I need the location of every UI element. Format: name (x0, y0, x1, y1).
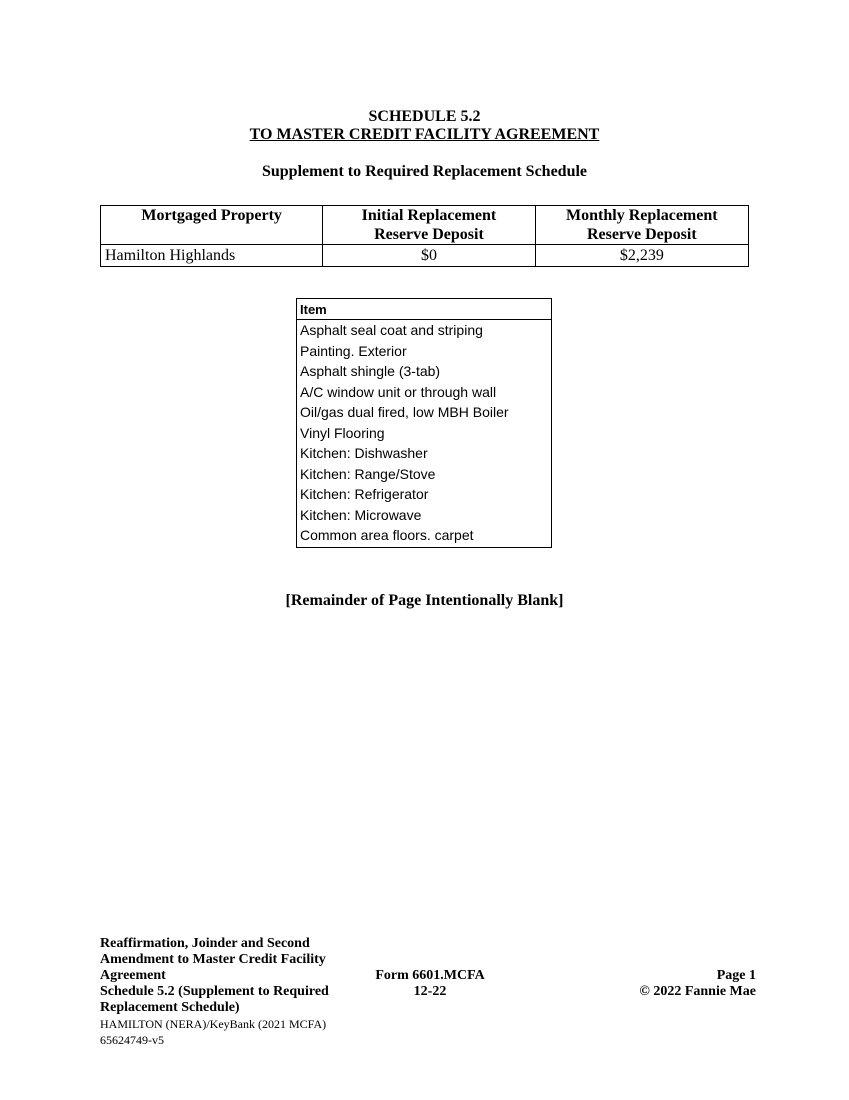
footer-line: Amendment to Master Credit Facility (100, 952, 326, 967)
footer-line: Reaffirmation, Joinder and Second (100, 936, 310, 951)
header-line: Monthly Replacement (566, 207, 718, 224)
footer-line: Agreement (100, 968, 166, 983)
header-line: Mortgaged Property (141, 207, 282, 224)
page-number: Page 1 (716, 968, 756, 983)
form-date: 12-22 (413, 984, 447, 999)
list-item: Vinyl Flooring (300, 424, 385, 441)
property-name-cell: Hamilton Highlands (101, 245, 323, 267)
list-item: Asphalt shingle (3-tab) (300, 363, 441, 379)
list-item: Kitchen: Range/Stove (300, 465, 436, 482)
header-line: Reserve Deposit (374, 226, 484, 243)
list-item: Kitchen: Microwave (300, 506, 422, 523)
schedule-subtitle-text: TO MASTER CREDIT FACILITY AGREEMENT (249, 126, 600, 143)
item-table-header: Item (297, 299, 551, 320)
list-item: Common area floors. carpet (300, 527, 474, 543)
table-row (101, 245, 749, 267)
footer-line: HAMILTON (NERA)/KeyBank (2021 MCFA) (100, 1017, 327, 1031)
schedule-subtitle (0, 126, 849, 144)
header-mortgaged-property (101, 206, 323, 245)
copyright: © 2022 Fannie Mae (639, 984, 756, 999)
initial-deposit-cell: $0 (323, 245, 535, 267)
header-line: Initial Replacement (361, 207, 497, 224)
monthly-deposit-cell: $2,239 (535, 245, 748, 267)
form-number: Form 6601.MCFA (375, 968, 485, 983)
header-monthly-deposit (535, 206, 748, 245)
list-item: Oil/gas dual fired, low MBH Boiler (300, 404, 509, 420)
property-table-header-row (101, 206, 749, 245)
remainder-note: [Remainder of Page Intentionally Blank] (285, 592, 564, 609)
list-item: Asphalt seal coat and striping (300, 322, 483, 338)
footer-line: Schedule 5.2 (Supplement to Required (100, 984, 329, 999)
footer-line: Replacement Schedule) (100, 1000, 240, 1015)
schedule-title: SCHEDULE 5.2 (368, 108, 481, 125)
list-item: Painting. Exterior (300, 342, 407, 359)
list-item: Kitchen: Refrigerator (300, 486, 429, 502)
property-table (100, 205, 749, 267)
header-line: Reserve Deposit (586, 226, 697, 243)
schedule-description: Supplement to Required Replacement Schedule (261, 163, 588, 180)
header-initial-deposit (323, 206, 535, 245)
footer-document-info (100, 936, 360, 1048)
list-item: Kitchen: Dishwasher (300, 445, 428, 461)
footer-line: 65624749-v5 (100, 1033, 164, 1047)
item-table (296, 298, 552, 548)
list-item: A/C window unit or through wall (300, 383, 497, 400)
footer-form-info (360, 968, 500, 1000)
footer-page-info (600, 968, 756, 1000)
